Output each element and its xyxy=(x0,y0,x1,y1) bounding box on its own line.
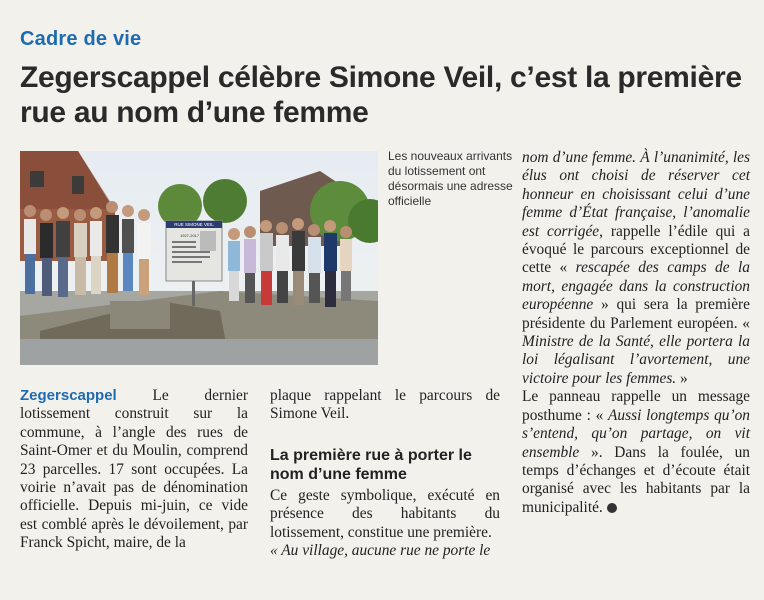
end-mark-icon xyxy=(607,503,617,513)
col2-text-2: Ce geste symbolique, exécuté en présence des habitants du lotissement, constitue une première. xyxy=(270,486,500,541)
col3-text-4: Le panneau rappelle un message posthume : « xyxy=(522,388,750,424)
col3-text-3: » xyxy=(676,369,688,387)
article-photo xyxy=(20,151,378,365)
col1-text: Le dernier lotissement construit sur la commune, à l’angle des rues de Saint-Omer et du Moulin, comprend 23 parcelles. 17 sont occupées. La voirie n’avait pas de dénomination officielle. Depuis mi-juin, ce vide est comblé après le dévoilement, par Franck Spicht, maire, de la xyxy=(20,387,248,552)
col2-text-1: plaque rappelant le parcours de Simone Veil. xyxy=(270,387,500,423)
article-column-1 xyxy=(20,387,248,553)
quote-3: Ministre de la Santé, elle portera la loi légalisant l’avortement, une victoire pour les femmes. xyxy=(522,333,750,387)
quote-2: rescapée des camps de la mort, engagée dans la construction européenne xyxy=(522,259,750,314)
subheading: La première rue à porter le nom d’une femme xyxy=(270,446,472,483)
sign-dates: 1927-2017 xyxy=(180,233,200,238)
col3-text-2: » qui sera la première présidente du Parlement européen. « xyxy=(522,296,750,332)
article-column-2 xyxy=(270,387,500,560)
headline: Zegerscappel célèbre Simone Veil, c’est la première rue au nom d’une femme xyxy=(20,61,742,129)
col3-text-1: , rappelle l’édile qui a évoqué le parcours exceptionnel de cette « xyxy=(522,222,751,277)
article-column-3 xyxy=(522,149,750,517)
photo-caption: Les nouveaux arrivants du lotissement ont désormais une adresse officielle xyxy=(388,149,513,208)
col2-quote: « Au village, aucune rue ne porte le xyxy=(270,542,491,560)
quote-4: Aussi longtemps qu’on s’entend, qu’on partage, on vit ensemble xyxy=(522,406,750,461)
section-label: Cadre de vie xyxy=(20,28,142,50)
sign-title: RUE SIMONE VEIL xyxy=(174,222,214,227)
col3-text-5: ». Dans la foulée, un temps d’échanges et d’écoute était organisé avec les habitants par la municipalité. xyxy=(522,443,750,516)
dateline: Zegerscappel xyxy=(20,387,117,404)
quote-1: nom d’une femme. À l’unanimité, les élus ont choisi de réserver cet honneur en choisissant celui d’une femme d’État française, l’anomalie est corrigée xyxy=(522,149,750,240)
